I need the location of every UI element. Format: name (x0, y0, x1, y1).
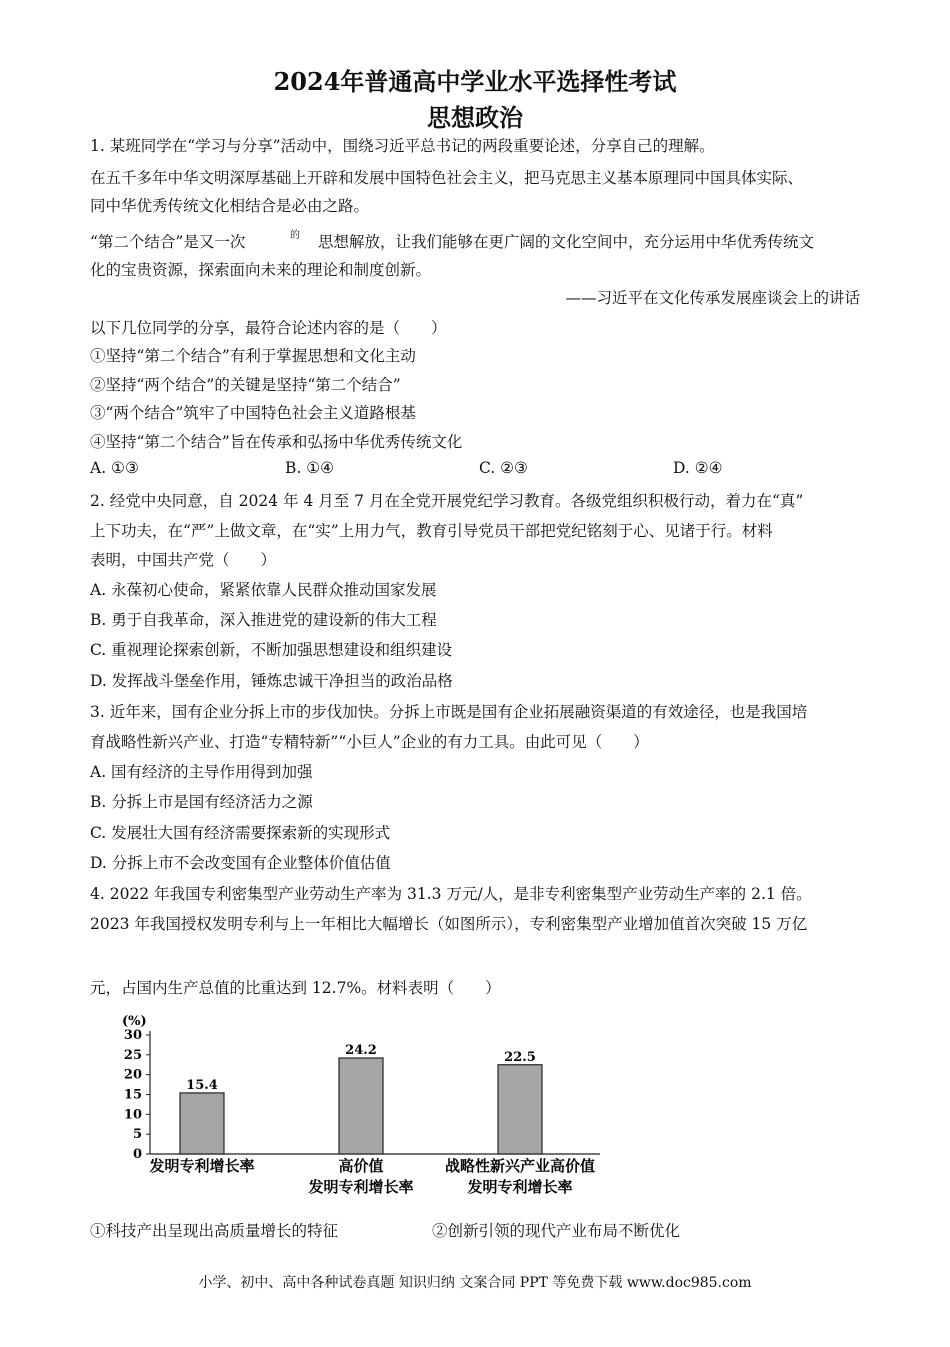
q3-option-c: C. 发展壮大国有经济需要探索新的实现形式 (90, 824, 391, 842)
q1-option-a: A. ①③ (90, 459, 139, 477)
q1-option-c: C. ②③ (479, 459, 528, 477)
category-label: 高价值 (338, 1157, 384, 1175)
q4-item-2: ②创新引领的现代产业布局不断优化 (432, 1222, 681, 1240)
q3-option-b: B. 分拆上市是国有经济活力之源 (90, 793, 313, 811)
q1-quote1-line1: 在五千多年中华文明深厚基础上开辟和发展中国特色社会主义，把马克思主义基本原理同中国具体实际、 (90, 169, 804, 187)
q3-option-a: A. 国有经济的主导作用得到加强 (90, 763, 313, 781)
q1-option-b: B. ①④ (285, 459, 335, 477)
bar (498, 1065, 542, 1154)
exam-title: 2024年普通高中学业水平选择性考试 (273, 67, 677, 96)
y-tick-label: 15 (123, 1087, 142, 1103)
q1-quote2-line1b: 思想解放，让我们能够在更广阔的文化空间中，充分运用中华优秀传统文 (318, 233, 815, 251)
subject-title: 思想政治 (427, 103, 523, 132)
q1-quote2-line2: 化的宝贵资源，探索面向未来的理论和制度创新。 (90, 261, 432, 279)
y-tick-label: 0 (132, 1147, 142, 1162)
q3-line-1: 3. 近年来，国有企业分拆上市的步伐加快。分拆上市既是国有企业拓展融资渠道的有效途径，也是我国培 (90, 703, 808, 721)
y-tick-label: 25 (123, 1047, 142, 1063)
q4-line-2: 2023 年我国授权发明专利与上一年相比大幅增长（如图所示），专利密集型产业增加值首次突破 15 万亿 (90, 915, 808, 933)
patent-growth-bar-chart (100, 1005, 630, 1205)
q1-option-d: D. ②④ (673, 459, 723, 477)
q1-item-2: ②坚持“两个结合”的关键是坚持“第二个结合” (90, 376, 401, 394)
y-axis-unit-label: (%) (122, 1014, 147, 1029)
q2-line-1: 2. 经党中央同意，自 2024 年 4 月至 7 月在全党开展党纪学习教育。各级党组织积极行动，着力在“真” (90, 492, 804, 510)
q1-question: 以下几位同学的分享，最符合论述内容的是（ ） (90, 319, 447, 337)
q1-item-3: ③“两个结合”筑牢了中国特色社会主义道路根基 (90, 404, 416, 422)
q1-item-4: ④坚持“第二个结合”旨在传承和弘扬中华优秀传统文化 (90, 433, 463, 451)
q1-quote2-small-char: 的 (290, 230, 300, 241)
q1-quote2-line1a: “第二个结合”是又一次 (90, 233, 246, 251)
category-label: 发明专利增长率 (308, 1178, 414, 1196)
q2-line-2: 上下功夫，在“严”上做文章，在“实”上用力气，教育引导党员干部把党纪铭刻于心、见诸于行。材料 (90, 522, 773, 540)
y-tick-label: 20 (123, 1067, 142, 1083)
q3-option-d: D. 分拆上市不会改变国有企业整体价值估值 (90, 854, 391, 872)
bar-value-label: 24.2 (345, 1043, 377, 1059)
q2-option-a: A. 永葆初心使命，紧紧依靠人民群众推动国家发展 (90, 581, 437, 599)
q1-item-1: ①坚持“第二个结合”有利于掌握思想和文化主动 (90, 347, 416, 365)
y-tick-label: 5 (132, 1127, 142, 1143)
bar (180, 1093, 224, 1154)
category-label: 发明专利增长率 (149, 1157, 255, 1175)
bar-value-label: 22.5 (504, 1049, 536, 1065)
y-tick-label: 10 (123, 1107, 142, 1123)
q4-line-3: 元，占国内生产总值的比重达到 12.7%。材料表明（ ） (90, 979, 501, 997)
q2-option-b: B. 勇于自我革命，深入推进党的建设新的伟大工程 (90, 611, 437, 629)
page-footer: 小学、初中、高中各种试卷真题 知识归纳 文案合同 PPT 等免费下载 www.doc985.com (198, 1275, 752, 1291)
q1-quote1-line2: 同中华优秀传统文化相结合是必由之路。 (90, 197, 370, 215)
q2-option-d: D. 发挥战斗堡垒作用，锤炼忠诚干净担当的政治品格 (90, 672, 453, 690)
q2-option-c: C. 重视理论探索创新，不断加强思想建设和组织建设 (90, 641, 453, 659)
q4-item-1: ①科技产出呈现出高质量增长的特征 (90, 1222, 339, 1240)
category-label: 战略性新兴产业高价值 (444, 1157, 596, 1175)
q4-line-1: 4. 2022 年我国专利密集型产业劳动生产率为 31.3 万元/人，是非专利密集型产业劳动生产率的 2.1 倍。 (90, 885, 812, 903)
bar-value-label: 15.4 (186, 1077, 218, 1093)
y-tick-label: 30 (123, 1028, 142, 1043)
category-label: 发明专利增长率 (467, 1178, 573, 1196)
q2-line-3: 表明，中国共产党（ ） (90, 551, 277, 569)
q1-stem: 1. 某班同学在“学习与分享”活动中，围绕习近平总书记的两段重要论述，分享自己的理解。 (90, 137, 715, 155)
q1-source: ——习近平在文化传承发展座谈会上的讲话 (565, 289, 860, 307)
bar (339, 1058, 383, 1154)
q3-line-2: 育战略性新兴产业、打造“专精特新”“小巨人”企业的有力工具。由此可见（ ） (90, 733, 649, 751)
